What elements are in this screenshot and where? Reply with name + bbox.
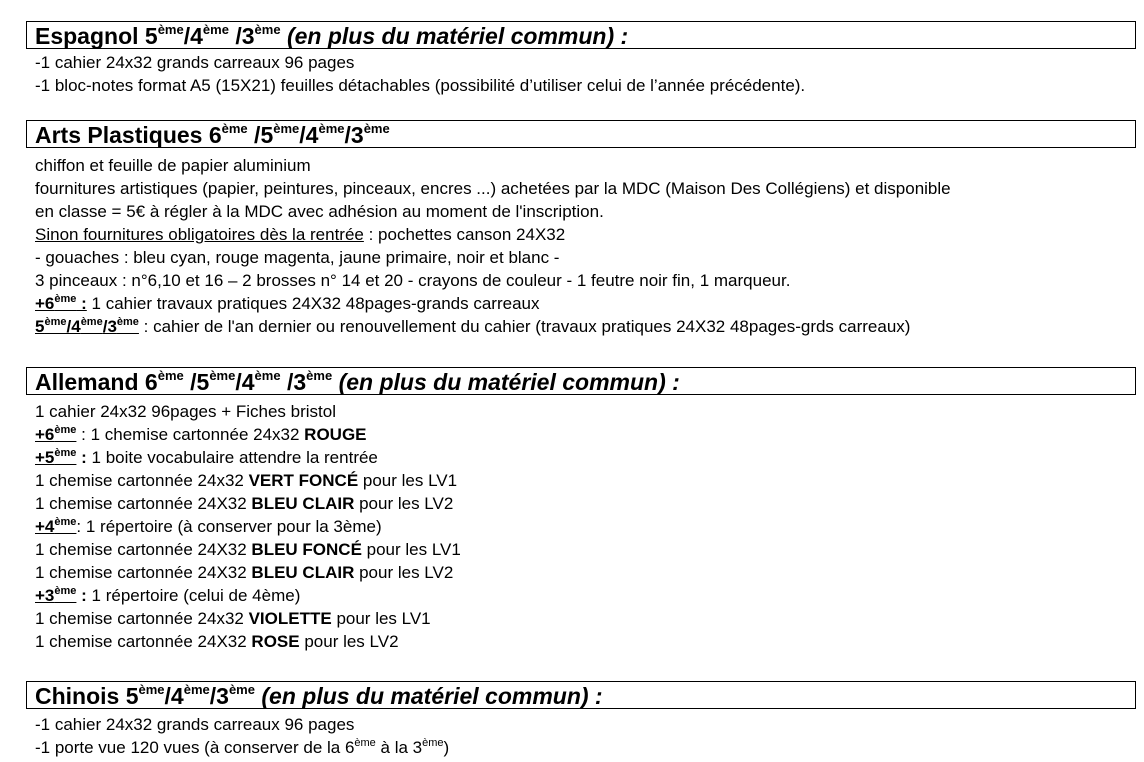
grade-label	[35, 317, 139, 336]
grade-label	[35, 448, 76, 467]
grade-sup: ème	[254, 368, 281, 383]
list-item: -1 cahier 24x32 grands carreaux 96 pages	[35, 715, 355, 734]
list-item-text: : 1 chemise cartonnée 24x32	[76, 425, 305, 444]
chinois-qualifier: (en plus du matériel commun) :	[254, 683, 603, 709]
grade-sep: /3	[228, 23, 255, 49]
list-item-text: 1 chemise cartonnée 24x32	[35, 471, 249, 490]
list-item-text: pour les LV1	[358, 471, 458, 490]
list-item: - gouaches : bleu cyan, rouge magenta, jaune primaire, noir et blanc -	[35, 248, 560, 267]
grade-label	[35, 294, 87, 313]
grade-sep: /3	[280, 369, 307, 395]
grade-label	[35, 425, 76, 444]
list-item-text: 1 chemise cartonnée 24X32	[35, 563, 252, 582]
arts-header	[26, 120, 1136, 148]
color-emphasis: ROSE	[251, 632, 300, 651]
grade-sup: ème	[116, 316, 139, 328]
grade-sup: ème	[54, 447, 77, 459]
list-item-text: 1 chemise cartonnée 24X32	[35, 632, 252, 651]
list-item: 1 cahier 24x32 96pages + Fiches bristol	[35, 402, 336, 421]
color-emphasis: BLEU CLAIR	[251, 494, 355, 513]
grade-label-text: +6	[35, 294, 55, 313]
list-item-text: pour les LV1	[331, 609, 431, 628]
color-emphasis: BLEU FONCÉ	[251, 540, 362, 559]
list-item-text: 1 chemise cartonnée 24x32	[35, 609, 249, 628]
chinois-header	[26, 681, 1136, 709]
list-item-text: 1 chemise cartonnée 24X32	[35, 540, 252, 559]
allemand-header	[26, 367, 1136, 395]
arts-title: Arts Plastiques 6	[35, 122, 222, 148]
grade-sup: ème	[157, 368, 184, 383]
list-item	[35, 630, 1135, 653]
grade-sup: ème	[228, 682, 255, 697]
list-item: chiffon et feuille de papier aluminium	[35, 156, 311, 175]
color-emphasis: ROUGE	[304, 425, 367, 444]
grade-label-text: +6	[35, 425, 55, 444]
list-item: 3 pinceaux : n°6,10 et 16 – 2 brosses n° 14 et 20 - crayons de couleur - 1 feutre noir fin, 1 marqueur.	[35, 271, 791, 290]
list-item	[35, 736, 1135, 759]
chinois-title: Chinois 5	[35, 683, 139, 709]
list-item-text: pour les LV2	[354, 494, 454, 513]
list-item	[35, 607, 1135, 630]
allemand-qualifier: (en plus du matériel commun) :	[332, 369, 680, 395]
espagnol-qualifier: (en plus du matériel commun) :	[280, 23, 629, 49]
arts-list	[35, 154, 1135, 338]
grade-label-text: +5	[35, 448, 55, 467]
grade-sep: /4	[299, 122, 319, 148]
grade-label-colon: :	[76, 294, 87, 313]
grade-label-text: +3	[35, 586, 55, 605]
grade-sup: ème	[422, 737, 444, 749]
grade-sup: ème	[183, 682, 210, 697]
grade-sup: ème	[354, 737, 376, 749]
grade-sep: /4	[235, 369, 255, 395]
list-item-text: -1 porte vue 120 vues (à conserver de la 6	[35, 738, 355, 757]
grade-label-text: 5	[35, 317, 45, 336]
list-item: -1 cahier 24x32 grands carreaux 96 pages	[35, 53, 355, 72]
espagnol-header	[26, 21, 1136, 49]
grade-sep: /5	[247, 122, 274, 148]
grade-sup: ème	[202, 22, 229, 37]
grade-sup: ème	[54, 424, 77, 436]
list-item-text: : pochettes canson 24X32	[363, 225, 566, 244]
list-item	[35, 492, 1135, 515]
list-item	[35, 223, 1135, 246]
grade-label-colon: :	[76, 448, 87, 467]
list-item-text: )	[443, 738, 450, 757]
list-item-text: pour les LV1	[361, 540, 461, 559]
list-item: en classe = 5€ à régler à la MDC avec adhésion au moment de l'inscription.	[35, 202, 604, 221]
list-item-text: : cahier de l'an dernier ou renouvellement du cahier (travaux pratiques 24X32 48pages-grds carreaux)	[138, 317, 911, 336]
grade-label	[35, 517, 76, 536]
allemand-list	[35, 400, 1135, 653]
list-item	[35, 469, 1135, 492]
grade-sep: /4	[164, 683, 184, 709]
list-item-text: : 1 répertoire (à conserver pour la 3ème)	[76, 517, 382, 536]
grade-sup: ème	[209, 368, 236, 383]
grade-sep: /3	[344, 122, 364, 148]
grade-sep: /5	[183, 369, 210, 395]
grade-sup: ème	[54, 516, 77, 528]
list-item	[35, 515, 1135, 538]
list-item-text: pour les LV2	[299, 632, 399, 651]
list-item-text: 1 chemise cartonnée 24X32	[35, 494, 252, 513]
grade-sup: ème	[273, 121, 300, 136]
color-emphasis: BLEU CLAIR	[251, 563, 355, 582]
list-item: fournitures artistiques (papier, peintures, pinceaux, encres ...) achetées par la MDC (Maison Des Collégiens) et disponible	[35, 179, 951, 198]
grade-sup: ème	[254, 22, 281, 37]
list-item-text: 1 boite vocabulaire attendre la rentrée	[86, 448, 378, 467]
grade-label-colon: :	[76, 586, 87, 605]
grade-label	[35, 586, 76, 605]
grade-label-text: /3	[102, 317, 117, 336]
espagnol-title: Espagnol 5	[35, 23, 158, 49]
list-item	[35, 446, 1135, 469]
espagnol-list	[35, 51, 1135, 97]
grade-sup: ème	[306, 368, 333, 383]
grade-label-text: /4	[66, 317, 81, 336]
mandatory-supplies-label: Sinon fournitures obligatoires dès la rentrée	[35, 225, 364, 244]
list-item	[35, 584, 1135, 607]
list-item-text: à la 3	[375, 738, 423, 757]
grade-sup: ème	[80, 316, 103, 328]
list-item: -1 bloc-notes format A5 (15X21) feuilles détachables (possibilité d’utiliser celui de l’année précédente).	[35, 76, 806, 95]
grade-sup: ème	[138, 682, 165, 697]
grade-sup: ème	[221, 121, 248, 136]
grade-sup: ème	[157, 22, 184, 37]
allemand-title: Allemand 6	[35, 369, 158, 395]
list-item	[35, 292, 1135, 315]
grade-sup: ème	[54, 585, 77, 597]
grade-sup: ème	[54, 293, 77, 305]
grade-sup: ème	[318, 121, 345, 136]
grade-sup: ème	[44, 316, 67, 328]
chinois-list	[35, 713, 1135, 759]
list-item	[35, 315, 1135, 338]
color-emphasis: VERT FONCÉ	[248, 471, 359, 490]
list-item-text: 1 répertoire (celui de 4ème)	[86, 586, 301, 605]
list-item-text: pour les LV2	[354, 563, 454, 582]
list-item	[35, 561, 1135, 584]
grade-sep: /4	[183, 23, 203, 49]
grade-sup: ème	[363, 121, 390, 136]
list-item	[35, 423, 1135, 446]
color-emphasis: VIOLETTE	[248, 609, 332, 628]
grade-sep: /3	[209, 683, 229, 709]
grade-label-text: +4	[35, 517, 55, 536]
list-item	[35, 538, 1135, 561]
list-item-text: 1 cahier travaux pratiques 24X32 48pages-grands carreaux	[86, 294, 540, 313]
